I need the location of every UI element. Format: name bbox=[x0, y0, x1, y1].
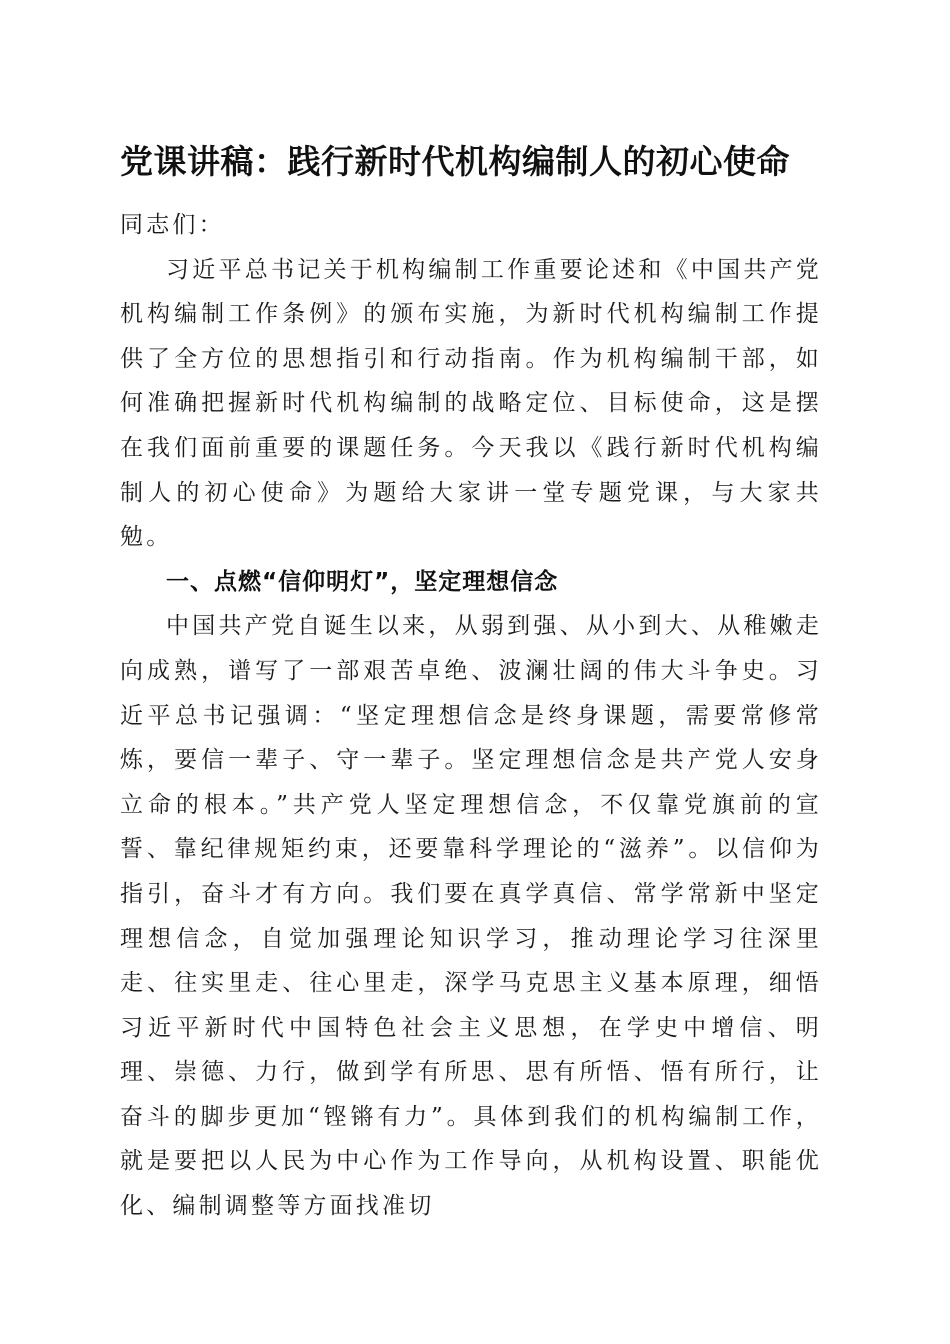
paragraph-section-1: 中国共产党自诞生以来，从弱到强、从小到大、从稚嫩走向成熟，谱写了一部艰苦卓绝、波澜壮阔的伟大斗争史。习近平总书记强调：“坚定理想信念是终身课题，需要常修常炼，要信一辈子、守一辈子。坚定理想信念是共产党人安身立命的根本。”共产党人坚定理想信念，不仅靠党旗前的宣誓、靠纪律规矩约束，还要靠科学理论的“滋养”。以信仰为指引，奋斗才有方向。我们要在真学真信、常学常新中坚定理想信念，自觉加强理论知识学习，推动理论学习往深里走、往实里走、往心里走，深学马克思主义基本原理，细悟习近平新时代中国特色社会主义思想，在学史中增信、明理、崇德、力行，做到学有所思、思有所悟、悟有所行，让奋斗的脚步更加“铿锵有力”。具体到我们的机构编制工作，就是要把以人民为中心作为工作导向，从机构设置、职能优化、编制调整等方面找准切 bbox=[120, 613, 822, 1220]
document-body bbox=[120, 203, 822, 1229]
salutation: 同志们： bbox=[120, 212, 225, 238]
paragraph-intro: 习近平总书记关于机构编制工作重要论述和《中国共产党机构编制工作条例》的颁布实施，为新时代机构编制工作提供了全方位的思想指引和行动指南。作为机构编制干部，如何准确把握新时代机构编制的战略定位、目标使命，这是摆在我们面前重要的课题任务。今天我以《践行新时代机构编制人的初心使命》为题给大家讲一堂专题党课，与大家共勉。 bbox=[120, 256, 822, 551]
section-heading: 一、点燃“信仰明灯”，坚定理想信念 bbox=[166, 568, 559, 595]
document-title: 党课讲稿：践行新时代机构编制人的初心使命 bbox=[120, 142, 790, 181]
